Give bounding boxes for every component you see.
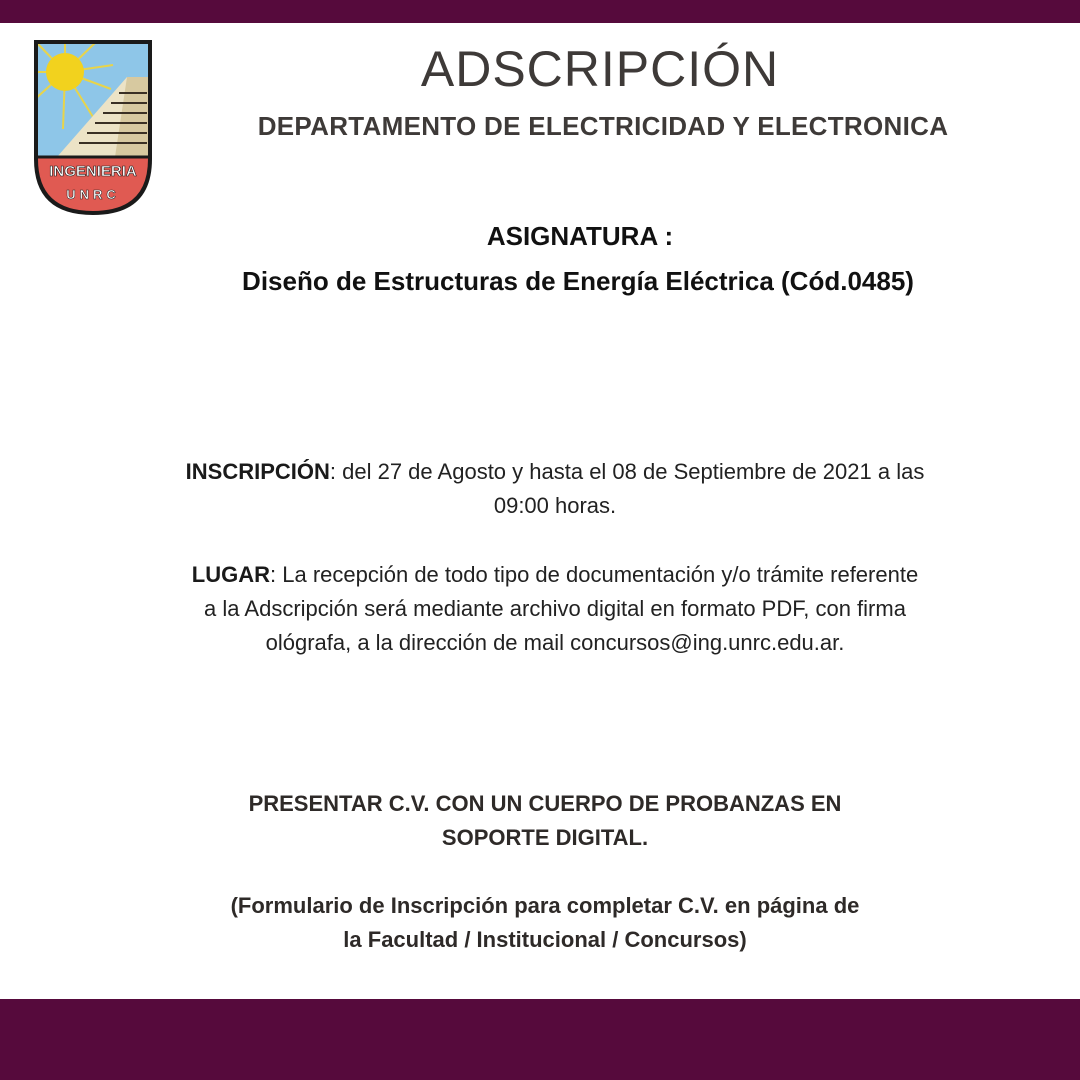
- lugar-label: LUGAR: [191, 562, 271, 587]
- inscripcion-text-line2: 09:00 horas.: [493, 493, 617, 518]
- lugar-text-line2: a la Adscripción será mediante archivo digital en formato PDF, con firma: [204, 596, 906, 621]
- formulario-note: [150, 889, 940, 957]
- logo-text-ingenieria: INGENIERIA: [49, 163, 137, 180]
- formulario-line2: la Facultad / Institucional / Concursos): [343, 927, 747, 952]
- inscripcion-label: INSCRIPCIÓN: [185, 459, 330, 484]
- presentar-line2: SOPORTE DIGITAL.: [441, 825, 649, 850]
- asignatura-name: Diseño de Estructuras de Energía Eléctrica (Cód.0485): [242, 266, 914, 296]
- inscripcion-text-line1: : del 27 de Agosto y hasta el 08 de Septiembre de 2021 a las: [329, 459, 925, 484]
- top-bar: [0, 0, 1080, 23]
- page-title: ADSCRIPCIÓN: [420, 41, 780, 97]
- lugar-text-line3: ológrafa, a la dirección de mail concursos@ing.unrc.edu.ar.: [265, 630, 845, 655]
- presentar-line1: PRESENTAR C.V. CON UN CUERPO DE PROBANZAS EN: [248, 791, 842, 816]
- logo-text-unrc: UNRC: [66, 187, 120, 202]
- formulario-line1: (Formulario de Inscripción para completar C.V. en página de: [230, 893, 860, 918]
- asignatura-label: ASIGNATURA :: [486, 221, 674, 251]
- presentar-cv-notice: [190, 787, 900, 855]
- ingenieria-unrc-logo: [33, 39, 153, 215]
- inscripcion-paragraph: [95, 455, 1015, 523]
- department-heading: DEPARTAMENTO DE ELECTRICIDAD Y ELECTRONICA: [257, 111, 949, 141]
- bottom-bar: [0, 999, 1080, 1080]
- lugar-paragraph: [95, 558, 1015, 660]
- lugar-text-line1: : La recepción de todo tipo de documentación y/o trámite referente: [270, 562, 919, 587]
